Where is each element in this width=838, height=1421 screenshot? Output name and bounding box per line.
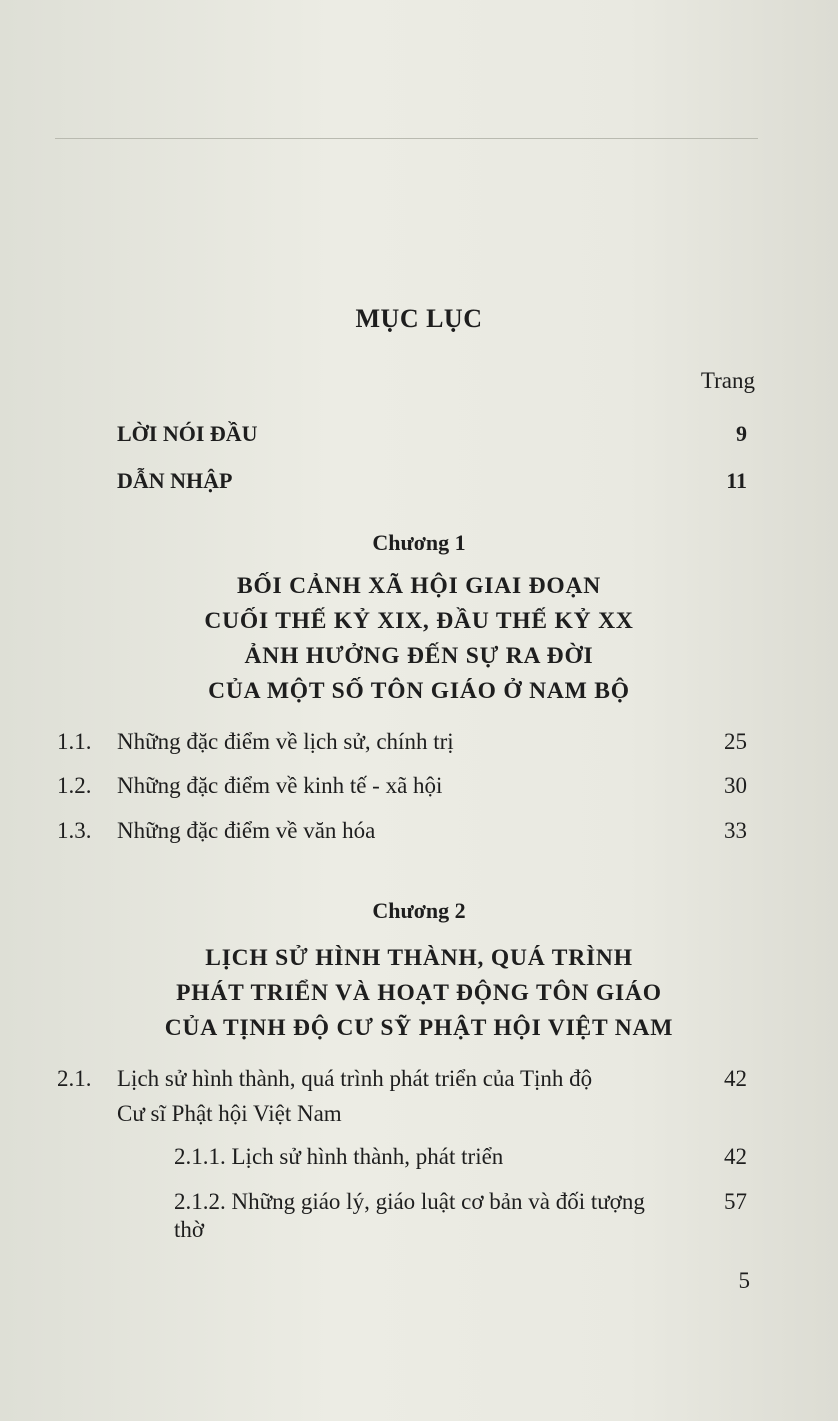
entry-number: 2.1. (57, 1066, 92, 1091)
entry-page: 57 (724, 1189, 747, 1214)
entry-label: Những đặc điểm về văn hóa (117, 818, 376, 843)
entry-number: 1.2. (57, 773, 92, 798)
entry-label: Những đặc điểm về lịch sử, chính trị (117, 729, 454, 754)
entry-page: 33 (724, 818, 747, 843)
entry-label: LỜI NÓI ĐẦU (117, 421, 258, 446)
entry-page: 9 (736, 421, 747, 446)
toc-title: MỤC LỤC (355, 304, 483, 333)
entry-label: 2.1.2. Những giáo lý, giáo luật cơ bản và đối tượng thờ (174, 1189, 645, 1242)
chapter-2-label: Chương 2 (372, 898, 466, 923)
page-number: 5 (738, 1268, 750, 1293)
chapter-1-title-line: CỦA MỘT SỐ TÔN GIÁO Ở NAM BỘ (208, 678, 630, 704)
chapter-2-title-line: PHÁT TRIỂN VÀ HOẠT ĐỘNG TÔN GIÁO (176, 980, 662, 1006)
entry-page: 42 (724, 1066, 747, 1091)
entry-label: Lịch sử hình thành, quá trình phát triển của Tịnh độ (117, 1066, 593, 1091)
page-column-header: Trang (700, 368, 755, 393)
chapter-1-title-line: CUỐI THẾ KỶ XIX, ĐẦU THẾ KỶ XX (204, 608, 634, 634)
header-rule (55, 138, 758, 139)
chapter-1-title-line: ẢNH HƯỞNG ĐẾN SỰ RA ĐỜI (244, 643, 594, 669)
entry-label-continued: Cư sĩ Phật hội Việt Nam (117, 1101, 342, 1126)
chapter-1-label: Chương 1 (372, 530, 466, 555)
entry-number: 1.3. (57, 818, 92, 843)
entry-page: 30 (724, 773, 747, 798)
chapter-2-title-line: CỦA TỊNH ĐỘ CƯ SỸ PHẬT HỘI VIỆT NAM (164, 1015, 674, 1041)
entry-label: Những đặc điểm về kinh tế - xã hội (117, 773, 443, 798)
entry-label: DẪN NHẬP (117, 468, 233, 493)
chapter-1-title-line: BỐI CẢNH XÃ HỘI GIAI ĐOẠN (236, 573, 602, 599)
entry-page: 11 (726, 468, 747, 493)
entry-page: 42 (724, 1144, 747, 1169)
entry-page: 25 (724, 729, 747, 754)
entry-number: 1.1. (57, 729, 92, 754)
chapter-2-title-line: LỊCH SỬ HÌNH THÀNH, QUÁ TRÌNH (205, 945, 633, 971)
entry-label: 2.1.1. Lịch sử hình thành, phát triển (174, 1144, 504, 1169)
